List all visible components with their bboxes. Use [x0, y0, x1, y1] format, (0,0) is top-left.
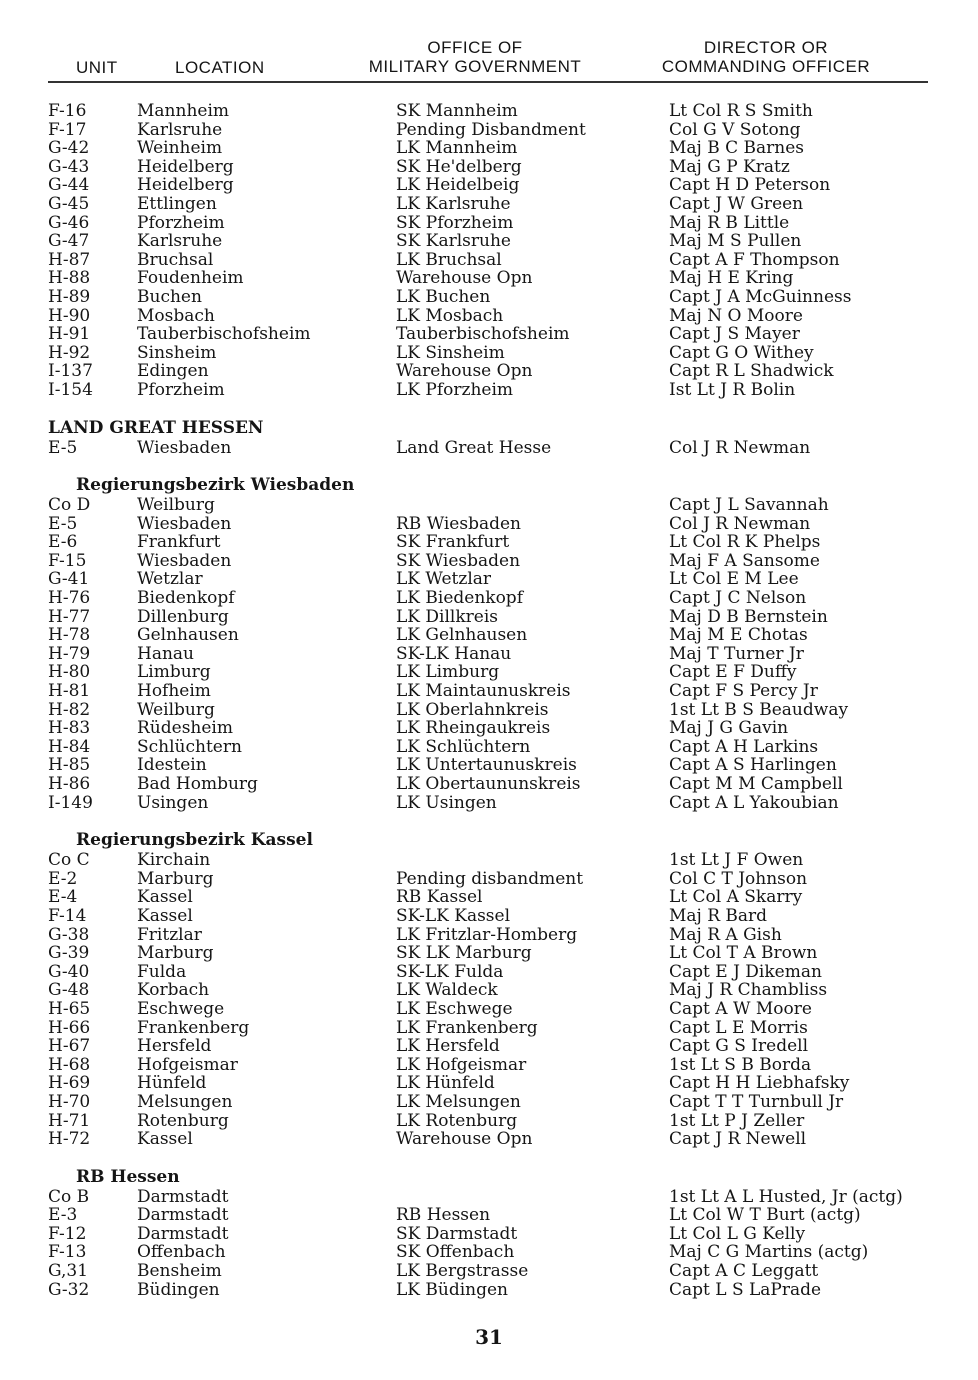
officer-cell: Capt A L Yakoubian [669, 792, 839, 813]
officer-cell: Lt Col R K Phelps [669, 532, 821, 553]
officer-cell: Capt G O Withey [669, 342, 814, 363]
officer-cell: Maj C G Martins (actg) [669, 1242, 869, 1263]
unit-cell: G-46 [48, 212, 90, 233]
officer-cell: Maj R B Little [669, 212, 790, 233]
table-row [0, 645, 978, 664]
table-row [0, 325, 978, 344]
office-cell: LK Eschwege [396, 998, 513, 1019]
officer-cell: Maj J G Gavin [669, 718, 789, 739]
table-row [0, 552, 978, 571]
office-cell: LK Heidelbeig [396, 175, 520, 196]
location-cell: Weilburg [137, 495, 215, 516]
table-row [0, 870, 978, 889]
location-cell: Kassel [137, 887, 193, 908]
location-cell: Wiesbaden [137, 513, 232, 534]
table-row [0, 439, 978, 458]
location-cell: Bad Homburg [137, 774, 258, 794]
unit-cell: G-32 [48, 1279, 90, 1300]
office-cell: LK Frankenberg [396, 1017, 538, 1038]
officer-cell: Lt Col L G Kelly [669, 1223, 806, 1244]
office-cell: Pending Disbandment [396, 119, 586, 140]
office-cell: LK Biedenkopf [396, 588, 523, 609]
unit-cell: H-70 [48, 1091, 91, 1112]
office-cell: LK Obertaununskreis [396, 774, 581, 794]
office-cell: Land Great Hesse [396, 437, 552, 458]
location-cell: Hanau [137, 643, 194, 664]
location-cell: Dillenburg [137, 606, 229, 627]
office-cell: LK Rheingaukreis [396, 718, 551, 739]
unit-cell: Co C [48, 850, 90, 871]
table-row [0, 663, 978, 682]
officer-cell: Capt H H Liebhafsky [669, 1073, 850, 1094]
section-heading [0, 417, 978, 439]
office-cell: SK-LK Hanau [396, 643, 512, 664]
officer-cell: Lt Col T A Brown [669, 943, 818, 964]
location-cell: Bensheim [137, 1261, 222, 1282]
office-cell: SK Wiesbaden [396, 550, 521, 571]
table-row [0, 158, 978, 177]
officer-cell: 1st Lt A L Husted, Jr (actg) [669, 1186, 903, 1207]
unit-cell: H-87 [48, 249, 91, 270]
location-cell: Korbach [137, 980, 210, 1001]
unit-cell: H-80 [48, 662, 91, 683]
officer-cell: 1st Lt S B Borda [669, 1054, 812, 1075]
officer-cell: Maj B C Barnes [669, 138, 805, 159]
section-heading [0, 1166, 978, 1188]
location-cell: Darmstadt [137, 1186, 229, 1207]
location-cell: Darmstadt [137, 1223, 229, 1244]
unit-cell: F-15 [48, 550, 87, 571]
officer-cell: Maj D B Bernstein [669, 606, 828, 627]
unit-cell: Co D [48, 495, 91, 516]
office-cell: LK Mannheim [396, 138, 518, 159]
location-cell: Biedenkopf [137, 588, 235, 609]
table-row [0, 963, 978, 982]
officer-cell: Capt J L Savannah [669, 495, 829, 516]
officer-cell: Lt Col E M Lee [669, 569, 799, 590]
office-cell: LK Melsungen [396, 1091, 521, 1112]
table-row [0, 1130, 978, 1149]
office-cell: SK Frankfurt [396, 532, 510, 553]
office-cell: LK Waldeck [396, 980, 498, 1001]
office-cell: SK Pforzheim [396, 212, 514, 233]
office-cell: LK Hofgeismar [396, 1054, 527, 1075]
column-header-office-line2: MILITARY GOVERNMENT [368, 57, 582, 76]
office-cell: SK Darmstadt [396, 1223, 518, 1244]
table-row [0, 1243, 978, 1262]
column-header-office [355, 38, 595, 76]
section-title: Regierungsbezirk Kassel [76, 830, 313, 851]
location-cell: Buchen [137, 286, 202, 307]
unit-cell: I-137 [48, 361, 93, 382]
office-cell: LK Gelnhausen [396, 625, 528, 646]
unit-cell: G-44 [48, 175, 90, 196]
unit-cell: H-85 [48, 755, 91, 776]
unit-cell: E-5 [48, 513, 78, 534]
location-cell: Fulda [137, 961, 187, 982]
unit-cell: H-83 [48, 718, 91, 739]
table-row [0, 251, 978, 270]
table-row [0, 515, 978, 534]
officer-cell: Maj N O Moore [669, 305, 803, 326]
table-row [0, 1000, 978, 1019]
unit-cell: F-17 [48, 119, 87, 140]
unit-cell: H-91 [48, 324, 91, 345]
table-row [0, 307, 978, 326]
page-number: 31 [475, 1325, 503, 1349]
unit-cell: H-71 [48, 1110, 91, 1131]
table-row [0, 608, 978, 627]
office-cell: LK Buchen [396, 286, 491, 307]
location-cell: Bruchsal [137, 249, 214, 270]
unit-cell: H-66 [48, 1017, 91, 1038]
location-cell: Frankenberg [137, 1017, 250, 1038]
unit-cell: H-77 [48, 606, 91, 627]
office-cell: SK He'delberg [396, 156, 522, 177]
table-row [0, 626, 978, 645]
office-cell: RB Kassel [396, 887, 483, 908]
location-cell: Karlsruhe [137, 231, 223, 252]
location-cell: Wiesbaden [137, 550, 232, 571]
section-title: RB Hessen [76, 1166, 180, 1187]
location-cell: Wiesbaden [137, 437, 232, 458]
location-cell: Heidelberg [137, 156, 234, 177]
table-row [0, 1056, 978, 1075]
location-cell: Marburg [137, 868, 214, 889]
table-row [0, 1112, 978, 1131]
table-row [0, 1093, 978, 1112]
table-row [0, 288, 978, 307]
table-row [0, 1206, 978, 1225]
office-cell: LK Mosbach [396, 305, 504, 326]
table-row [0, 775, 978, 794]
location-cell: Heidelberg [137, 175, 234, 196]
office-cell: SK Karlsruhe [396, 231, 511, 252]
unit-cell: H-72 [48, 1129, 91, 1150]
office-cell: SK LK Marburg [396, 943, 532, 964]
officer-cell: Lt Col W T Burt (actg) [669, 1205, 861, 1226]
table-row [0, 195, 978, 214]
table-row [0, 496, 978, 515]
location-cell: Eschwege [137, 998, 225, 1019]
table-row [0, 738, 978, 757]
location-cell: Pforzheim [137, 212, 225, 233]
column-header-location: LOCATION [175, 58, 265, 77]
unit-cell: I-154 [48, 379, 93, 400]
office-cell: SK-LK Fulda [396, 961, 504, 982]
officer-cell: Maj M S Pullen [669, 231, 802, 252]
table-row [0, 176, 978, 195]
office-cell: Warehouse Opn [396, 268, 533, 289]
table-row [0, 344, 978, 363]
unit-cell: G,31 [48, 1261, 89, 1282]
officer-cell: Capt A H Larkins [669, 736, 819, 757]
office-cell: LK Bruchsal [396, 249, 502, 270]
office-cell: LK Wetzlar [396, 569, 492, 590]
table-row [0, 362, 978, 381]
unit-listing [0, 102, 978, 1299]
location-cell: Mosbach [137, 305, 215, 326]
table-row [0, 1225, 978, 1244]
table-row [0, 756, 978, 775]
office-cell: SK Mannheim [396, 101, 518, 121]
table-row [0, 214, 978, 233]
officer-cell: Capt L E Morris [669, 1017, 808, 1038]
location-cell: Mannheim [137, 101, 230, 121]
officer-cell: Capt J R Newell [669, 1129, 807, 1150]
unit-cell: E-3 [48, 1205, 78, 1226]
unit-cell: H-90 [48, 305, 91, 326]
office-cell: LK Dillkreis [396, 606, 498, 627]
officer-cell: Capt J C Nelson [669, 588, 807, 609]
column-header-director-line1: DIRECTOR OR [703, 38, 829, 57]
table-row [0, 907, 978, 926]
location-cell: Büdingen [137, 1279, 220, 1300]
location-cell: Weinheim [137, 138, 223, 159]
location-cell: Offenbach [137, 1242, 226, 1263]
officer-cell: Maj M E Chotas [669, 625, 808, 646]
location-cell: Marburg [137, 943, 214, 964]
location-cell: Ettlingen [137, 193, 217, 214]
table-row [0, 381, 978, 400]
table-row [0, 1262, 978, 1281]
location-cell: Hofgeismar [137, 1054, 238, 1075]
location-cell: Wetzlar [137, 569, 203, 590]
table-row [0, 701, 978, 720]
office-cell: LK Sinsheim [396, 342, 505, 363]
unit-cell: G-38 [48, 924, 90, 945]
unit-cell: H-68 [48, 1054, 91, 1075]
officer-cell: Capt E F Duffy [669, 662, 797, 683]
location-cell: Kassel [137, 905, 193, 926]
section-heading [0, 829, 978, 851]
location-cell: Frankfurt [137, 532, 221, 553]
table-row [0, 682, 978, 701]
table-row [0, 888, 978, 907]
column-header-unit: UNIT [76, 58, 118, 77]
officer-cell: Capt E J Dikeman [669, 961, 822, 982]
officer-cell: Capt T T Turnbull Jr [669, 1091, 844, 1112]
table-row [0, 570, 978, 589]
unit-cell: H-69 [48, 1073, 91, 1094]
location-cell: Kirchain [137, 850, 211, 871]
office-cell: LK Karlsruhe [396, 193, 511, 214]
unit-cell: G-47 [48, 231, 90, 252]
unit-cell: G-43 [48, 156, 90, 177]
officer-cell: Col J R Newman [669, 513, 811, 534]
unit-cell: H-79 [48, 643, 91, 664]
officer-cell: Capt L S LaPrade [669, 1279, 822, 1300]
office-cell: Warehouse Opn [396, 1129, 533, 1150]
location-cell: Hofheim [137, 681, 211, 702]
table-row [0, 589, 978, 608]
officer-cell: 1st Lt P J Zeller [669, 1110, 805, 1131]
officer-cell: Lt Col A Skarry [669, 887, 803, 908]
unit-cell: Co B [48, 1186, 90, 1207]
office-cell: LK Pforzheim [396, 379, 514, 400]
table-row [0, 269, 978, 288]
table-row [0, 1281, 978, 1300]
officer-cell: Maj R A Gish [669, 924, 782, 945]
officer-cell: Col C T Johnson [669, 868, 808, 889]
office-cell: LK Bergstrasse [396, 1261, 529, 1282]
officer-cell: Capt A F Thompson [669, 249, 840, 270]
table-row [0, 1188, 978, 1207]
officer-cell: Maj F A Sansome [669, 550, 820, 571]
officer-cell: Capt J W Green [669, 193, 804, 214]
office-cell: SK-LK Kassel [396, 905, 511, 926]
unit-cell: G-39 [48, 943, 90, 964]
location-cell: Tauberbischofsheim [137, 324, 311, 345]
table-row [0, 926, 978, 945]
unit-cell: F-12 [48, 1223, 87, 1244]
officer-cell: Capt G S Iredell [669, 1036, 809, 1057]
officer-cell: Capt A C Leggatt [669, 1261, 819, 1282]
table-row [0, 981, 978, 1000]
office-cell: Tauberbischofsheim [396, 324, 570, 345]
office-cell: LK Limburg [396, 662, 500, 683]
location-cell: Rotenburg [137, 1110, 229, 1131]
table-row [0, 102, 978, 121]
table-row [0, 1074, 978, 1093]
unit-cell: E-6 [48, 532, 78, 553]
unit-cell: F-13 [48, 1242, 87, 1263]
unit-cell: G-41 [48, 569, 90, 590]
officer-cell: Capt A S Harlingen [669, 755, 837, 776]
unit-cell: H-67 [48, 1036, 91, 1057]
officer-cell: Capt M M Campbell [669, 774, 843, 794]
office-cell: LK Fritzlar-Homberg [396, 924, 578, 945]
office-cell: LK Büdingen [396, 1279, 508, 1300]
column-header-office-line1: OFFICE OF [427, 38, 523, 57]
officer-cell: Maj R Bard [669, 905, 768, 926]
table-row [0, 232, 978, 251]
unit-cell: H-88 [48, 268, 91, 289]
column-header-director [648, 38, 884, 76]
unit-cell: E-2 [48, 868, 78, 889]
officer-cell: Capt J S Mayer [669, 324, 800, 345]
table-row [0, 719, 978, 738]
location-cell: Usingen [137, 792, 209, 813]
unit-cell: F-16 [48, 101, 87, 121]
office-cell: SK Offenbach [396, 1242, 515, 1263]
officer-cell: Capt R L Shadwick [669, 361, 834, 382]
officer-cell: Maj H E Kring [669, 268, 794, 289]
unit-cell: G-45 [48, 193, 90, 214]
unit-cell: H-65 [48, 998, 91, 1019]
office-cell: LK Maintaunuskreis [396, 681, 571, 702]
office-cell: Warehouse Opn [396, 361, 533, 382]
location-cell: Hünfeld [137, 1073, 207, 1094]
office-cell: LK Schlüchtern [396, 736, 531, 757]
unit-cell: E-4 [48, 887, 78, 908]
unit-cell: H-78 [48, 625, 91, 646]
office-cell: Pending disbandment [396, 868, 584, 889]
office-cell: LK Hersfeld [396, 1036, 500, 1057]
officer-cell: Col J R Newman [669, 437, 811, 458]
officer-cell: Ist Lt J R Bolin [669, 379, 796, 400]
office-cell: LK Oberlahnkreis [396, 699, 549, 720]
unit-cell: H-84 [48, 736, 91, 757]
table-row [0, 533, 978, 552]
location-cell: Kassel [137, 1129, 193, 1150]
location-cell: Schlüchtern [137, 736, 242, 757]
unit-cell: G-48 [48, 980, 90, 1001]
location-cell: Fritzlar [137, 924, 202, 945]
unit-cell: H-89 [48, 286, 91, 307]
table-row [0, 139, 978, 158]
location-cell: Hersfeld [137, 1036, 212, 1057]
officer-cell: 1st Lt J F Owen [669, 850, 804, 871]
officer-cell: Col G V Sotong [669, 119, 801, 140]
table-row [0, 851, 978, 870]
office-cell: LK Hünfeld [396, 1073, 495, 1094]
officer-cell: Capt J A McGuinness [669, 286, 852, 307]
location-cell: Edingen [137, 361, 209, 382]
table-row [0, 794, 978, 813]
location-cell: Weilburg [137, 699, 215, 720]
table-row [0, 121, 978, 140]
officer-cell: 1st Lt B S Beaudway [669, 699, 849, 720]
officer-cell: Maj J R Chambliss [669, 980, 828, 1001]
officer-cell: Capt F S Percy Jr [669, 681, 818, 702]
location-cell: Idestein [137, 755, 207, 776]
location-cell: Rüdesheim [137, 718, 233, 739]
office-cell: RB Wiesbaden [396, 513, 522, 534]
location-cell: Gelnhausen [137, 625, 239, 646]
officer-cell: Capt H D Peterson [669, 175, 831, 196]
column-header-director-line2: COMMANDING OFFICER [661, 57, 871, 76]
office-cell: LK Rotenburg [396, 1110, 518, 1131]
unit-cell: E-5 [48, 437, 78, 458]
officer-cell: Maj T Turner Jr [669, 643, 804, 664]
location-cell: Sinsheim [137, 342, 217, 363]
section-title: LAND GREAT HESSEN [48, 417, 264, 438]
location-cell: Limburg [137, 662, 211, 683]
unit-cell: H-76 [48, 588, 91, 609]
officer-cell: Lt Col R S Smith [669, 101, 813, 121]
location-cell: Pforzheim [137, 379, 225, 400]
unit-cell: I-149 [48, 792, 93, 813]
location-cell: Foudenheim [137, 268, 244, 289]
header-rule [48, 81, 928, 83]
office-cell: LK Usingen [396, 792, 497, 813]
office-cell: RB Hessen [396, 1205, 491, 1226]
office-cell: LK Untertaunuskreis [396, 755, 577, 776]
unit-cell: G-40 [48, 961, 90, 982]
unit-cell: F-14 [48, 905, 87, 926]
unit-cell: H-92 [48, 342, 91, 363]
officer-cell: Capt A W Moore [669, 998, 812, 1019]
table-row [0, 1019, 978, 1038]
table-row [0, 1037, 978, 1056]
section-title: Regierungsbezirk Wiesbaden [76, 475, 355, 496]
unit-cell: G-42 [48, 138, 90, 159]
table-row [0, 944, 978, 963]
unit-cell: H-86 [48, 774, 91, 794]
location-cell: Karlsruhe [137, 119, 223, 140]
section-heading [0, 474, 978, 496]
unit-cell: H-82 [48, 699, 91, 720]
location-cell: Darmstadt [137, 1205, 229, 1226]
officer-cell: Maj G P Kratz [669, 156, 790, 177]
location-cell: Melsungen [137, 1091, 233, 1112]
unit-cell: H-81 [48, 681, 91, 702]
